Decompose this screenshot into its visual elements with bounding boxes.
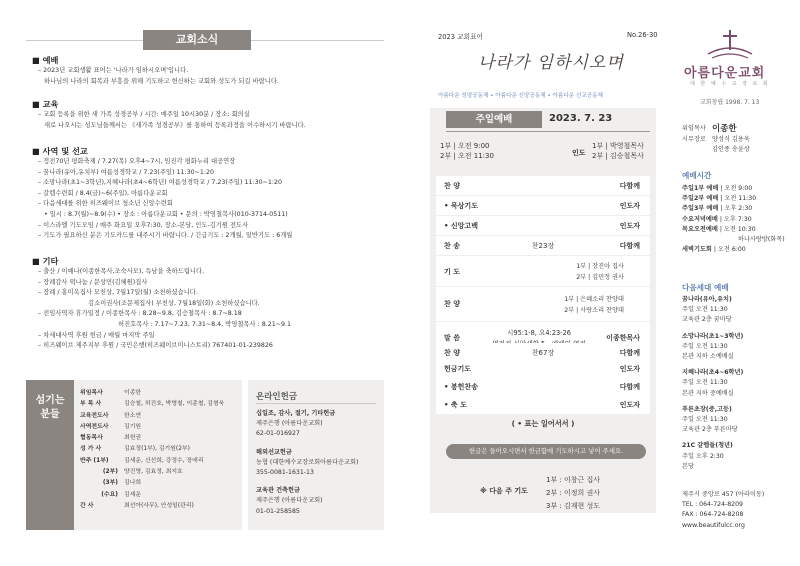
section-heading-mission: ■ 사역 및 선교 — [32, 146, 88, 156]
news-line: 새로 나오시는 성도님들께서는 《새가족 성경공부》를 통하여 등록과정을 이수하시기 바랍니다. — [44, 121, 306, 129]
contact-website[interactable]: www.beautifulcc.org — [682, 521, 745, 529]
online-offering-title: 온라인헌금 — [256, 392, 298, 402]
next-week-label: ※ 다음 주 기도 — [480, 487, 528, 495]
news-line: – 교회 등록을 위한 새 가족 성경공부 / 시간: 매주일 10시30분 / 장소: 회의실 — [38, 111, 250, 118]
church-founded: 교회창립 1998. 7. 13 — [700, 99, 760, 106]
church-logo-icon — [704, 28, 756, 62]
elders-list — [712, 135, 750, 155]
offering-account: 62-01-016927 — [256, 430, 300, 438]
elders-line: 김인종 송윤상 — [712, 146, 750, 154]
motto-year: 2023 교회표어 — [438, 33, 483, 41]
contact-address: 제주시 중앙로 457 (아라이동) — [682, 491, 765, 498]
service-leader: 1부 | 박영철목사 — [592, 142, 644, 150]
offering-bank: 농협 (대한예수교장로회아름다운교회) — [256, 458, 359, 466]
group-place: 본관 지하 소예배실 — [682, 353, 734, 361]
next-week-item: 2부 : 이정희 권사 — [546, 489, 601, 497]
server-row: 위임목사 이종한 — [80, 390, 142, 396]
section-heading-worship: ■ 예배 — [32, 55, 59, 65]
next-gen-list — [682, 295, 743, 472]
order-row: 찬 송 찬23장 다함께 — [436, 236, 650, 255]
news-line: – 전임사역자 휴가일정 / 이종한목사 : 8.28~9.8, 김승철목사 : 8.7~8.18 — [38, 310, 242, 318]
order-row: 찬 양 다함께 — [436, 176, 650, 195]
standing-note: ( • 표는 일어서서 ) — [511, 419, 575, 428]
next-week-item: 3부 : 김재현 성도 — [546, 502, 601, 510]
news-line: – 정전70년 평화축제 / 7.27(목) 오후4~7시, 임진각 평화누리 대공연장 — [38, 158, 236, 165]
order-row-prayer: 기 도 1부 | 장진아 집사 2부 | 김민정 권사 — [436, 256, 650, 286]
worship-time: 수요저녁예배 | 오후 7:30 — [682, 215, 752, 223]
group-time: 주일 오전 11:30 — [682, 342, 728, 350]
news-title: 교회소식 — [143, 30, 251, 50]
worship-title: 주일예배 — [446, 111, 542, 128]
worship-time: 목요오전예배 | 오전 10:30 — [682, 225, 756, 233]
online-offering-list — [256, 409, 358, 517]
servers-side-line: 섬기는 — [35, 395, 65, 406]
server-row: 교육전도사 한소연 — [80, 412, 142, 419]
order-row: 헌금기도 인도자 — [436, 359, 650, 378]
news-line: – 2023년 교회생활 표어는 '나라가 임하시오며'입니다. — [38, 67, 189, 74]
offering-bank: 제주은행 (아름다운교회) — [256, 497, 323, 505]
server-row: (3부) 김나희 — [102, 480, 142, 487]
group-time: 주일 오전 11:30 — [682, 306, 728, 314]
section-heading-etc: ■ 기타 — [32, 256, 59, 266]
group-name: 푸른초장(중,고등) — [682, 405, 732, 413]
order-row: 찬 양 찬67장 다함께 — [436, 343, 650, 362]
server-row: 간 사 최선아(사무), 안성일(관리) — [80, 502, 194, 509]
worship-date: 2023. 7. 23 — [549, 113, 613, 124]
group-time: 주일 오전 11:30 — [682, 416, 728, 424]
next-week-item: 1부 : 이창근 집사 — [546, 476, 601, 484]
server-row: 협동목사 최헌권 — [80, 435, 142, 442]
news-line: – 이스라엘 기도모임 / 매주 화요일 오후7:30, 장소-본당, 인도-김기원 전도사 — [38, 221, 249, 229]
worship-times-title: 예배시간 — [682, 171, 712, 180]
order-row-choir: 찬 양 1부 | 은혜소리 찬양대 2부 | 사랑소리 찬양대 — [436, 287, 650, 321]
bulletin-number: No.26-30 — [627, 31, 658, 39]
service-leaders — [592, 141, 644, 161]
news-line: • 일시 : 8.7(월)~8.9(수) • 장소 : 아름다운교회 • 문의 : 박영철목사(010-3714-0511) — [44, 210, 288, 218]
church-denomination: 대 한 예 수 교 장 로 회 — [690, 81, 770, 87]
news-line: – 장례 / 홍미옥집사 모친상, 7월17일(월) 소천하셨습니다. — [38, 289, 198, 297]
worship-time: 새벽기도회 | 오전 6:00 — [682, 246, 746, 254]
news-line: – 히즈웨이브 제주지부 후원 / 국민은행(히즈웨이브미니스트리) 767401-01-239826 — [38, 342, 273, 350]
leader-label: 인도 — [572, 149, 586, 157]
news-line: – 차세대사역 후원 헌금 / 매월 마지막 주일 — [38, 331, 155, 339]
divider — [251, 40, 384, 41]
server-row: (수요) 김세운 — [101, 491, 142, 498]
news-line: 허진호목사 : 7.17~7.23, 7.31~8.4, 박영철목사 : 8.21~9.1 — [118, 320, 292, 328]
worship-time: 주일2부 예배 | 오전 11:30 — [682, 195, 757, 203]
group-name: 지혜나라(초4~6학년) — [682, 369, 744, 377]
offering-bank: 제주은행 (아름다운교회) — [256, 420, 323, 428]
news-line: – 갈렙수련회 / 8.4(금)~6(주일), 아름다운교회 — [38, 189, 168, 197]
group-name: 21C 갈렙들(청년) — [682, 442, 733, 450]
offering-head: 해외선교헌금 — [256, 448, 292, 456]
offering-head: 교육관 건축헌금 — [256, 487, 300, 495]
servers-side-line: 분들 — [40, 409, 60, 420]
worship-time: 주일3부 예배 | 오후 2:30 — [682, 205, 753, 213]
next-gen-title: 다음세대 예배 — [682, 283, 729, 292]
section-body-etc — [38, 267, 291, 352]
news-line: – 기도가 필요하신 분은 기도카드를 내주시기 바랍니다. / 긴급기도 : 2개월, 일반기도 : 6개월 — [38, 232, 293, 240]
church-name: 아름다운교회 — [684, 66, 766, 81]
service-leader: 2부 | 김승철목사 — [592, 152, 644, 160]
server-row: 사역전도사 김기원 — [80, 423, 142, 430]
group-place: 교육관 2층 푸른마당 — [682, 426, 738, 434]
divider — [26, 40, 143, 41]
offering-account: 355-0081-1631-13 — [256, 469, 314, 477]
servers-side-label — [26, 380, 74, 530]
elders-label: 시무장로 — [682, 136, 706, 143]
offering-head: 십일조, 감사, 절기, 기타헌금 — [256, 410, 336, 417]
pastor-name: 이종한 — [712, 124, 737, 134]
offering-account: 01-01-258585 — [256, 507, 300, 515]
elders-line: 양성식 김용욱 — [712, 136, 750, 143]
news-line: – 다음세대를 위한 히즈웨이브 청소년 신앙수련회 — [38, 200, 173, 208]
news-line: – 장례감사 떡나눔 / 문상민(김혜원)집사 — [38, 278, 148, 286]
worship-time: 하나사랑방(화목) — [738, 236, 785, 244]
server-row: (2부) 양진영, 김효정, 최지호 — [102, 469, 183, 476]
service-time: 2부 | 오전 11:30 — [440, 152, 494, 160]
server-row: 반주 (1부) 김세운, 신선희, 강정수, 장애리 — [80, 457, 204, 464]
contact-info — [682, 490, 764, 531]
divider — [446, 131, 650, 132]
order-row: • 신앙고백 인도자 — [436, 216, 650, 235]
offering-notice: 헌금은 들어오시면서 헌금함에 기도하시고 넣어 주세요. — [446, 444, 646, 459]
section-body-mission — [38, 157, 292, 242]
divider — [256, 403, 376, 404]
order-row: • 축 도 인도자 — [436, 395, 650, 414]
group-place: 교육관 2층 꿈마당 — [682, 316, 732, 324]
pastor-label: 위임목사 — [682, 125, 706, 132]
contact-fax: FAX : 064-724-8208 — [682, 511, 744, 519]
news-line: 김소미권사(조문제집사) 부친상, 7월18일(화) 소천하셨습니다. — [88, 299, 260, 307]
group-name: 꿈나라(유아,유치) — [682, 296, 732, 303]
order-row-sermon: 말 씀 시95:1-8, 요4:23-26 이종한목사 — [436, 322, 650, 352]
news-line: – 소망나라(초1~3학년),지혜나라(초4~6학년) 여름성경학교 / 7.23(주일) 11:30~1:20 — [38, 179, 283, 187]
group-time: 주일 오후 2:30 — [682, 452, 724, 460]
next-week-list — [546, 474, 600, 513]
contact-tel: TEL : 064-724-8209 — [682, 501, 743, 509]
motto-calligraphy: 나라가 임하시오며 — [478, 53, 624, 73]
group-place: 본당 — [682, 462, 694, 470]
servers-list — [80, 388, 224, 512]
service-time: 1부 | 오전 9:00 — [440, 142, 490, 150]
order-row: • 묵상기도 인도자 — [436, 196, 650, 215]
section-body-education — [38, 110, 306, 131]
three-communities: 아름다운 성령공동체 • 아름다운 신앙공동체 • 아름다운 선교공동체 — [438, 93, 603, 99]
news-line: 하나님의 나라의 회복과 부흥을 위해 기도하고 헌신하는 교회와 성도가 되길 바랍니다. — [44, 77, 279, 85]
service-times — [440, 141, 494, 161]
group-time: 주일 오전 11:30 — [682, 379, 728, 387]
worship-times-list — [682, 184, 785, 255]
server-row: 부 목 사 김승철, 허진호, 박영철, 이종철, 김형욱 — [80, 401, 225, 408]
worship-time: 주일1부 예배 | 오전 9:00 — [682, 185, 753, 192]
order-row: • 봉헌찬송 다함께 — [436, 377, 650, 396]
news-line: – 출산 / 이예나(이종한목사,조숙사모), 득남을 축하드립니다. — [38, 268, 205, 275]
group-place: 본관 지하 중예배실 — [682, 389, 734, 397]
group-name: 소망나라(초1~3학년) — [682, 332, 744, 340]
section-body-worship — [38, 66, 279, 87]
section-heading-education: ■ 교육 — [32, 99, 59, 109]
news-line: – 꿈나라(유아,유치부) 여름성경학교 / 7.23(주일) 11:30~1:20 — [38, 168, 215, 176]
server-row: 성 가 사 김효정(1부), 김기원(2부) — [80, 446, 190, 453]
